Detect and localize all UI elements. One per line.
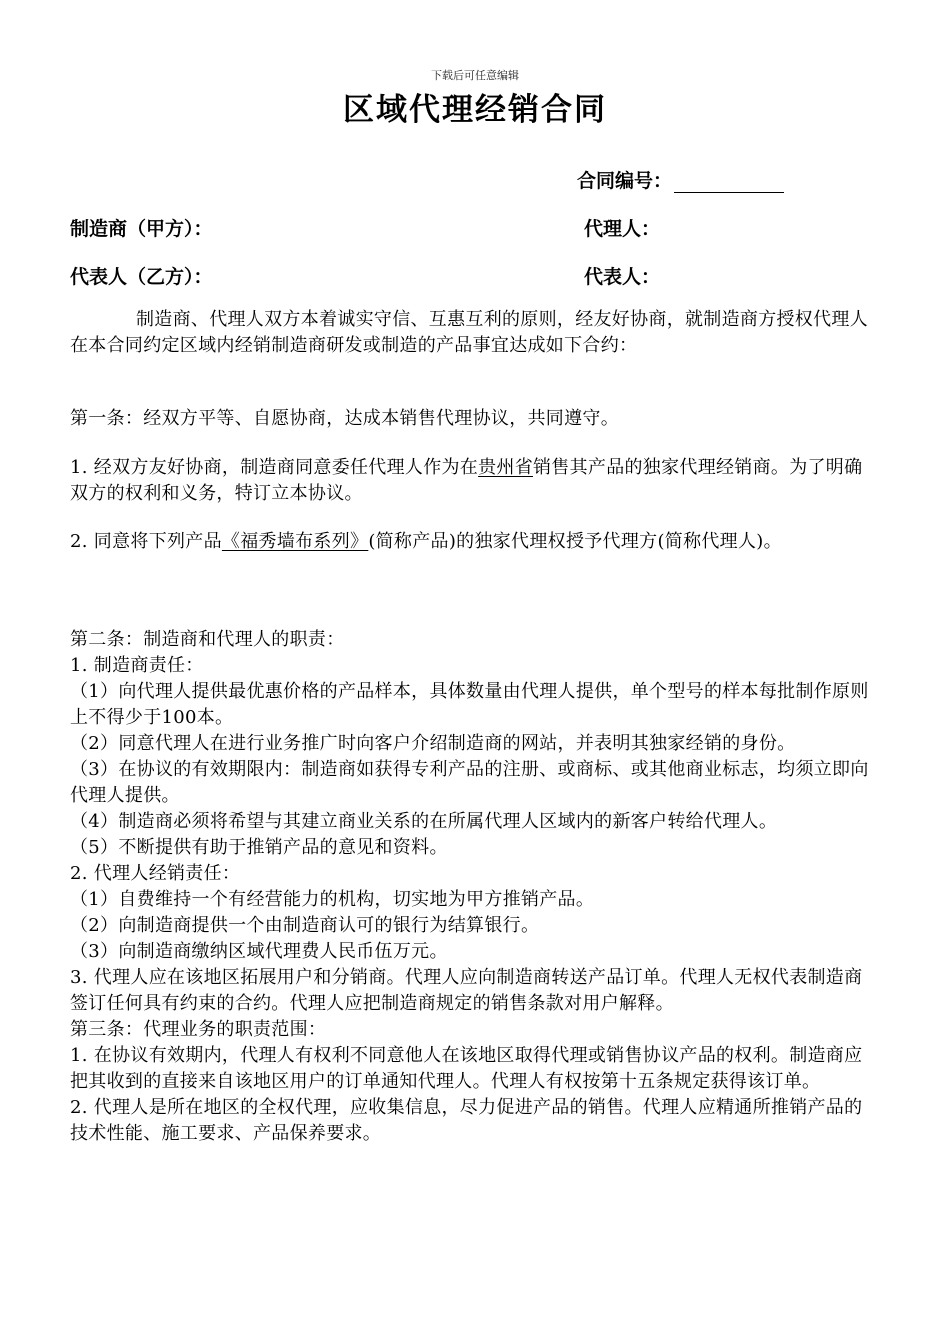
agent-duty-3: （3）向制造商缴纳区域代理费人民币伍万元。 — [70, 941, 448, 962]
article-1-clause-1 — [70, 455, 880, 507]
clause-2-text-a: 2. 同意将下列产品 — [70, 531, 222, 552]
manufacturer-duty-4: （4）制造商必须将希望与其建立商业关系的在所属代理人区域内的新客户转给代理人。 — [70, 811, 778, 832]
article-3-clause-2: 2. 代理人是所在地区的全权代理，应收集信息，尽力促进产品的销售。代理人应精通所推销产品的技术性能、施工要求、产品保养要求。 — [70, 1097, 863, 1144]
article-2-section — [70, 627, 880, 1147]
agent-label: 代理人： — [584, 218, 661, 240]
intro-text: 制造商、代理人双方本着诚实守信、互惠互利的原则，经友好协商，就制造商方授权代理人在本合同约定区域内经销制造商研发或制造的产品事宜达成如下合约： — [70, 309, 868, 356]
agent-duties-heading: 2. 代理人经销责任： — [70, 863, 241, 884]
representative-b-label: 代表人（乙方）： — [70, 266, 213, 288]
clause-1-text-b: 销售其产品的独家代理经销商。为了明确双方的权利和义务，特订立本协议。 — [70, 457, 863, 504]
agent-duty-2: （2）向制造商提供一个由制造商认可的银行为结算银行。 — [70, 915, 540, 936]
agent-duty-1: （1）自费维持一个有经营能力的机构，切实地为甲方推销产品。 — [70, 889, 595, 910]
article-3-clause-1: 1. 在协议有效期内，代理人有权利不同意他人在该地区取得代理或销售协议产品的权利。制造商应把其收到的直接来自该地区用户的订单通知代理人。代理人有权按第十五条规定获得该订单。 — [70, 1045, 863, 1092]
manufacturer-label: 制造商（甲方）： — [70, 218, 213, 240]
article-2-clause-3: 3. 代理人应在该地区拓展用户和分销商。代理人应向制造商转送产品订单。代理人无权代表制造商签订任何具有约束的合约。代理人应把制造商规定的销售条款对用户解释。 — [70, 967, 863, 1014]
article-1-heading-text: 第一条：经双方平等、自愿协商，达成本销售代理协议，共同遵守。 — [70, 408, 619, 429]
article-1-clause-2 — [70, 529, 880, 555]
contract-number-blank — [674, 172, 784, 193]
clause-1-text-a: 1. 经双方友好协商，制造商同意委任代理人作为在 — [70, 457, 479, 478]
manufacturer-duties-heading: 1. 制造商责任： — [70, 655, 204, 676]
manufacturer-duty-3: （3）在协议的有效期限内：制造商如获得专利产品的注册、或商标、或其他商业标志，均须立即向代理人提供。 — [70, 759, 869, 806]
clause-2-text-b: (简称产品)的独家代理权授予代理方(简称代理人)。 — [368, 531, 782, 552]
article-1-heading — [70, 406, 880, 432]
contract-number-field — [577, 166, 784, 193]
representative-label: 代表人： — [584, 266, 661, 288]
product-field: 《福秀墙布系列》 — [221, 531, 369, 552]
manufacturer-duty-1: （1）向代理人提供最优惠价格的产品样本，具体数量由代理人提供，单个型号的样本每批制作原则上不得少于100本。 — [70, 681, 869, 728]
document-title: 区域代理经销合同 — [343, 92, 607, 128]
article-3-heading: 第三条：代理业务的职责范围： — [70, 1019, 327, 1040]
region-field: 贵州省 — [478, 457, 533, 478]
article-2-heading: 第二条：制造商和代理人的职责： — [70, 629, 345, 650]
header-note: 下载后可任意编辑 — [431, 69, 519, 82]
manufacturer-duty-5: （5）不断提供有助于推销产品的意见和资料。 — [70, 837, 448, 858]
contract-number-label: 合同编号： — [577, 170, 673, 192]
manufacturer-duty-2: （2）同意代理人在进行业务推广时向客户介绍制造商的网站，并表明其独家经销的身份。 — [70, 733, 796, 754]
intro-paragraph — [70, 307, 880, 359]
